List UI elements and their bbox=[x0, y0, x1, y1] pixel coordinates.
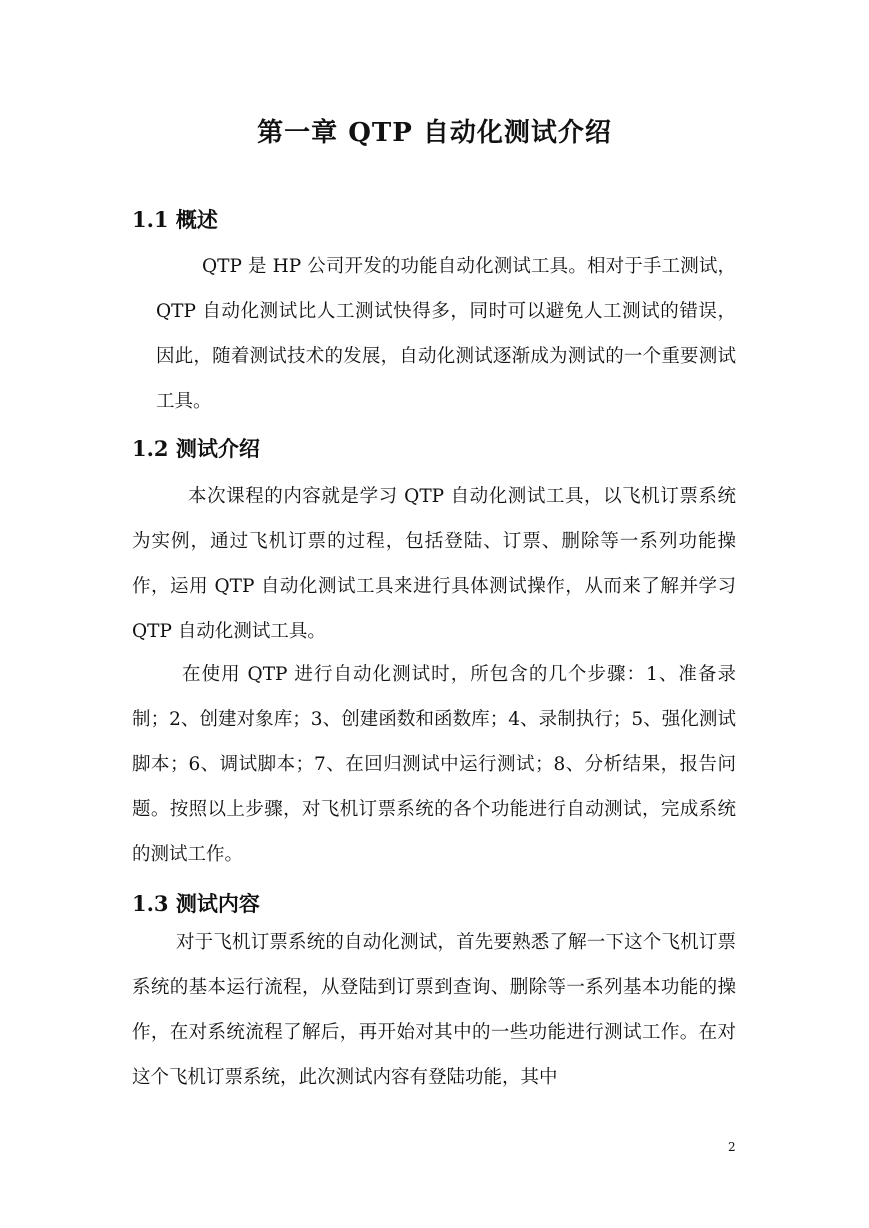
page-number: 2 bbox=[728, 1140, 736, 1154]
paragraph-overview: QTP 是 HP 公司开发的功能自动化测试工具。相对于手工测试，QTP 自动化测试比人工测试快得多，同时可以避免人工测试的错误，因此，随着测试技术的发展，自动化测试逐渐成为测试的一个重要测试工具。 bbox=[156, 256, 736, 412]
chapter-title: 第一章 QTP 自动化测试介绍 bbox=[257, 118, 612, 148]
paragraph-test-content: 对于飞机订票系统的自动化测试，首先要熟悉了解一下这个飞机订票系统的基本运行流程，从登陆到订票到查询、删除等一系列基本功能的操作，在对系统流程了解后，再开始对其中的一些功能进行测试工作。在对这个飞机订票系统，此次测试内容有登陆功能，其中 bbox=[132, 932, 736, 1088]
paragraph-test-steps: 在使用 QTP 进行自动化测试时，所包含的几个步骤：1、准备录制；2、创建对象库；3、创建函数和函数库；4、录制执行；5、强化测试脚本；6、调试脚本；7、在回归测试中运行测试；8、分析结果，报告问题。按照以上步骤，对飞机订票系统的各个功能进行自动测试，完成系统的测试工作。 bbox=[132, 664, 736, 865]
paragraph-course-content: 本次课程的内容就是学习 QTP 自动化测试工具，以飞机订票系统为实例，通过飞机订票的过程，包括登陆、订票、删除等一系列功能操作，运用 QTP 自动化测试工具来进行具体测试操作，从而来了解并学习 QTP 自动化测试工具。 bbox=[132, 486, 736, 642]
section-heading-introduction: 1.2 测试介绍 bbox=[132, 436, 260, 461]
section-heading-overview: 1.1 概述 bbox=[132, 207, 218, 232]
section-heading-test-content: 1.3 测试内容 bbox=[132, 891, 260, 916]
